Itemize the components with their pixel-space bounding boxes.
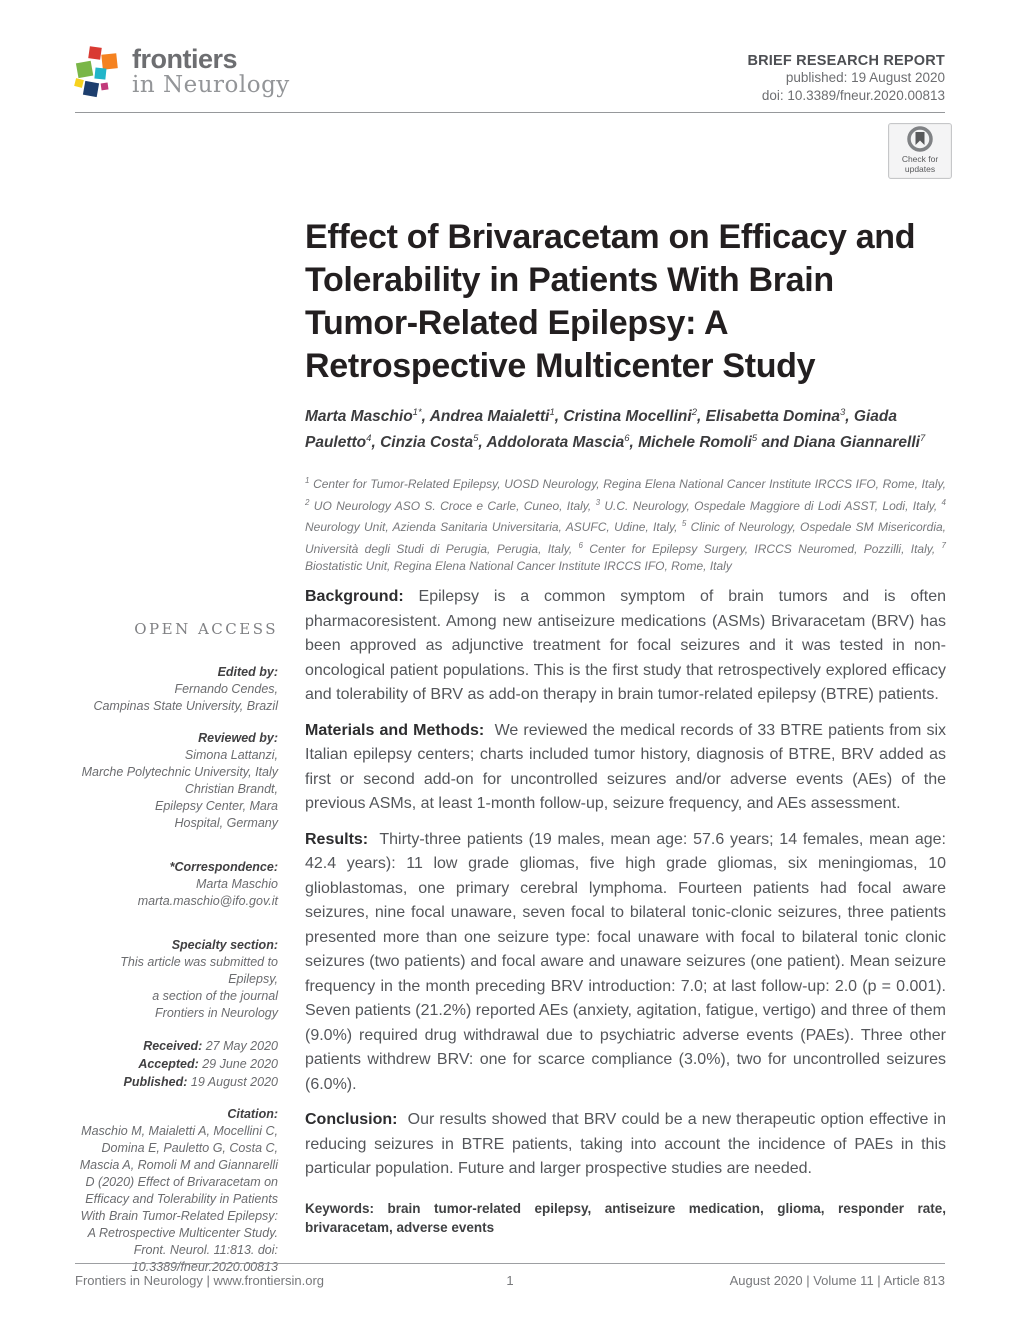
check-for-updates-badge[interactable]	[888, 123, 952, 179]
abstract-background: Background: Epilepsy is a common symptom of brain tumors and is often pharmacoresistent. Among new antiseizure medications (ASMs) Brivaracetam (BRV) has been approved as adjunctive treatment for focal seizures and it was tested in non-oncological patient populations. This is the first study that retrospectively explored efficacy and tolerability of BRV as add-on therapy in brain tumor-related epilepsy (BTRE) patients.	[305, 588, 946, 703]
footer-issue-info: August 2020 | Volume 11 | Article 813	[729, 1273, 945, 1288]
crossmark-bookmark-icon	[905, 124, 935, 154]
doi: doi: 10.3389/fneur.2020.00813	[761, 88, 945, 103]
journal-logo	[74, 46, 290, 102]
header-divider	[75, 112, 945, 113]
affiliation: $^1$ Center for Tumor-Related Epilepsy, UOSD Neurology, Regina Elena National Cancer Institute IRCCS IFO, Rome, Italy,	[305, 476, 946, 491]
affiliations	[305, 472, 946, 576]
affiliation: $^2$ UO Neurology ASO S. Croce e Carle, Cuneo, Italy,	[305, 497, 596, 513]
edited-by-block: Edited by: Fernando Cendes, Campinas State University, Brazil	[93, 665, 278, 713]
reviewed-by-block: Reviewed by: Simona Lattanzi, Marche Polytechnic University, Italy Christian Brandt, Epilepsy Center, Mara Hospital, Germany	[81, 731, 278, 830]
correspondence-block: *Correspondence: Marta Maschio marta.maschio@ifo.gov.it	[75, 859, 278, 910]
frontiers-cubes-icon	[74, 46, 124, 102]
keywords: Keywords: brain tumor-related epilepsy, antiseizure medication, glioma, responder rate, brivaracetam, adverse events	[305, 1200, 946, 1235]
dates-block: Received: 27 May 2020 Accepted: 29 June 2020 Published: 19 August 2020	[123, 1039, 278, 1089]
footer	[75, 1273, 945, 1288]
author: Addolorata Mascia$^6$,	[486, 432, 639, 451]
author: Cristina Mocellini$^2$,	[563, 407, 706, 426]
affiliation: $^5$ Clinic of Neurology, Ospedale SM Misericordia, Università degli Studi di Perugia, Perugia, Italy,	[305, 519, 946, 556]
abstract-results: Results: Thirty-three patients (19 males, mean age: 57.6 years; 14 females, mean age: 42.4 years): 11 low grade gliomas, five high grade gliomas, six meningiomas, 10 glioblastomas, one primary cerebral lymphoma. Fourteen patients had focal aware seizures, nine focal unaware, seven focal to bilateral tonic-clonic seizures, three patients presented more than one seizure type: focal unaware with focal to bilateral tonic clonic seizures (two patients) and focal aware and unaware seizures (one patient). Mean seizure frequency in the month preceding BRV introduction: 7.0; at last follow-up: 2.0 (p = 0.001). Seven patients (21.2%) reported AEs (anxiety, agitation, fatigue, vertigo) and three of them (9.0%) required drug withdrawal due to psychiatric adverse events (PAEs). Three other patients withdrew BRV: one for scarce compliance (3.0%), two for uncontrolled seizures (6.0%).	[305, 830, 946, 1093]
author: Cinzia Costa$^5$,	[380, 432, 487, 451]
affiliation: $^3$ U.C. Neurology, Ospedale Maggiore di Lodi ASST, Lodi, Italy,	[595, 497, 942, 513]
abstract-methods: Materials and Methods: We reviewed the medical records of 33 BTRE patients from six Italian epilepsy centers; charts included tumor history, diagnosis of BTRE, BRV added as first or second add-on for uncontrolled seizures and/or adverse events (AEs) of the previous ASMs, at least 1-month follow-up, seizure frequency, and AEs assessment.	[305, 721, 947, 812]
open-access-label: OPEN ACCESS	[134, 620, 278, 638]
check-updates-label: Check for updates	[901, 154, 939, 174]
affiliation: $^7$ Biostatistic Unit, Regina Elena National Cancer Institute IRCCS IFO, Rome, Italy	[305, 540, 946, 573]
author: Diana Giannarelli$^7$	[793, 432, 926, 451]
article-info-sidebar	[75, 620, 278, 1291]
article-title: Effect of Brivaracetam on Efficacy and Tolerability in Patients With Brain Tumor-Related Epilepsy: A Retrospective Multicenter Study	[305, 218, 916, 385]
footer-divider	[75, 1263, 945, 1264]
abstract-conclusion: Conclusion: Our results showed that BRV could be a new therapeutic option effective in reducing seizures in BTRE patients, taking into account the incidence of PAEs in this particular population. Future and larger prospective studies are needed.	[305, 1111, 947, 1177]
correspondence-name: Marta Maschio	[196, 877, 278, 891]
affiliation: $^4$ Neurology Unit, Azienda Sanitaria Universitaria, ASUFC, Udine, Italy,	[305, 497, 946, 534]
author: Michele Romoli$^5$ and	[638, 432, 794, 451]
abstract	[305, 585, 946, 1250]
published-date: published: 19 August 2020	[785, 70, 945, 85]
affiliation: $^6$ Center for Epilepsy Surgery, IRCCS Neuromed, Pozzilli, Italy,	[578, 540, 942, 556]
journal-name: frontiers	[132, 44, 238, 74]
author: Giada Pauletto$^4$,	[305, 408, 897, 451]
author: Elisabetta Domina$^3$,	[705, 407, 854, 426]
article-type: BRIEF RESEARCH REPORT	[747, 53, 945, 69]
page-number: 1	[506, 1273, 514, 1288]
authors-line	[305, 402, 946, 453]
footer-journal-url: Frontiers in Neurology | www.frontiersin.org	[75, 1273, 325, 1288]
specialty-section-block: Specialty section: This article was submitted to Epilepsy, a section of the journal Frontiers in Neurology	[120, 938, 278, 1020]
correspondence-email[interactable]: marta.maschio@ifo.gov.it	[137, 894, 278, 908]
citation-block: Citation: Maschio M, Maialetti A, Mocellini C, Domina E, Pauletto G, Costa C, Mascia A, Romoli M and Giannarelli D (2020) Effect of Brivaracetam on Efficacy and Tolerability in Patients With Brain Tumor-Related Epilepsy: A Retrospective Multicenter Study. Front. Neurol. 11:813. doi: 10.3389/fneur.2020.00813	[79, 1107, 278, 1274]
journal-subname: in Neurology	[132, 72, 290, 98]
author: Andrea Maialetti$^1$,	[429, 407, 564, 426]
author: Marta Maschio$^{1*}$,	[305, 407, 430, 426]
header-meta	[747, 53, 945, 105]
